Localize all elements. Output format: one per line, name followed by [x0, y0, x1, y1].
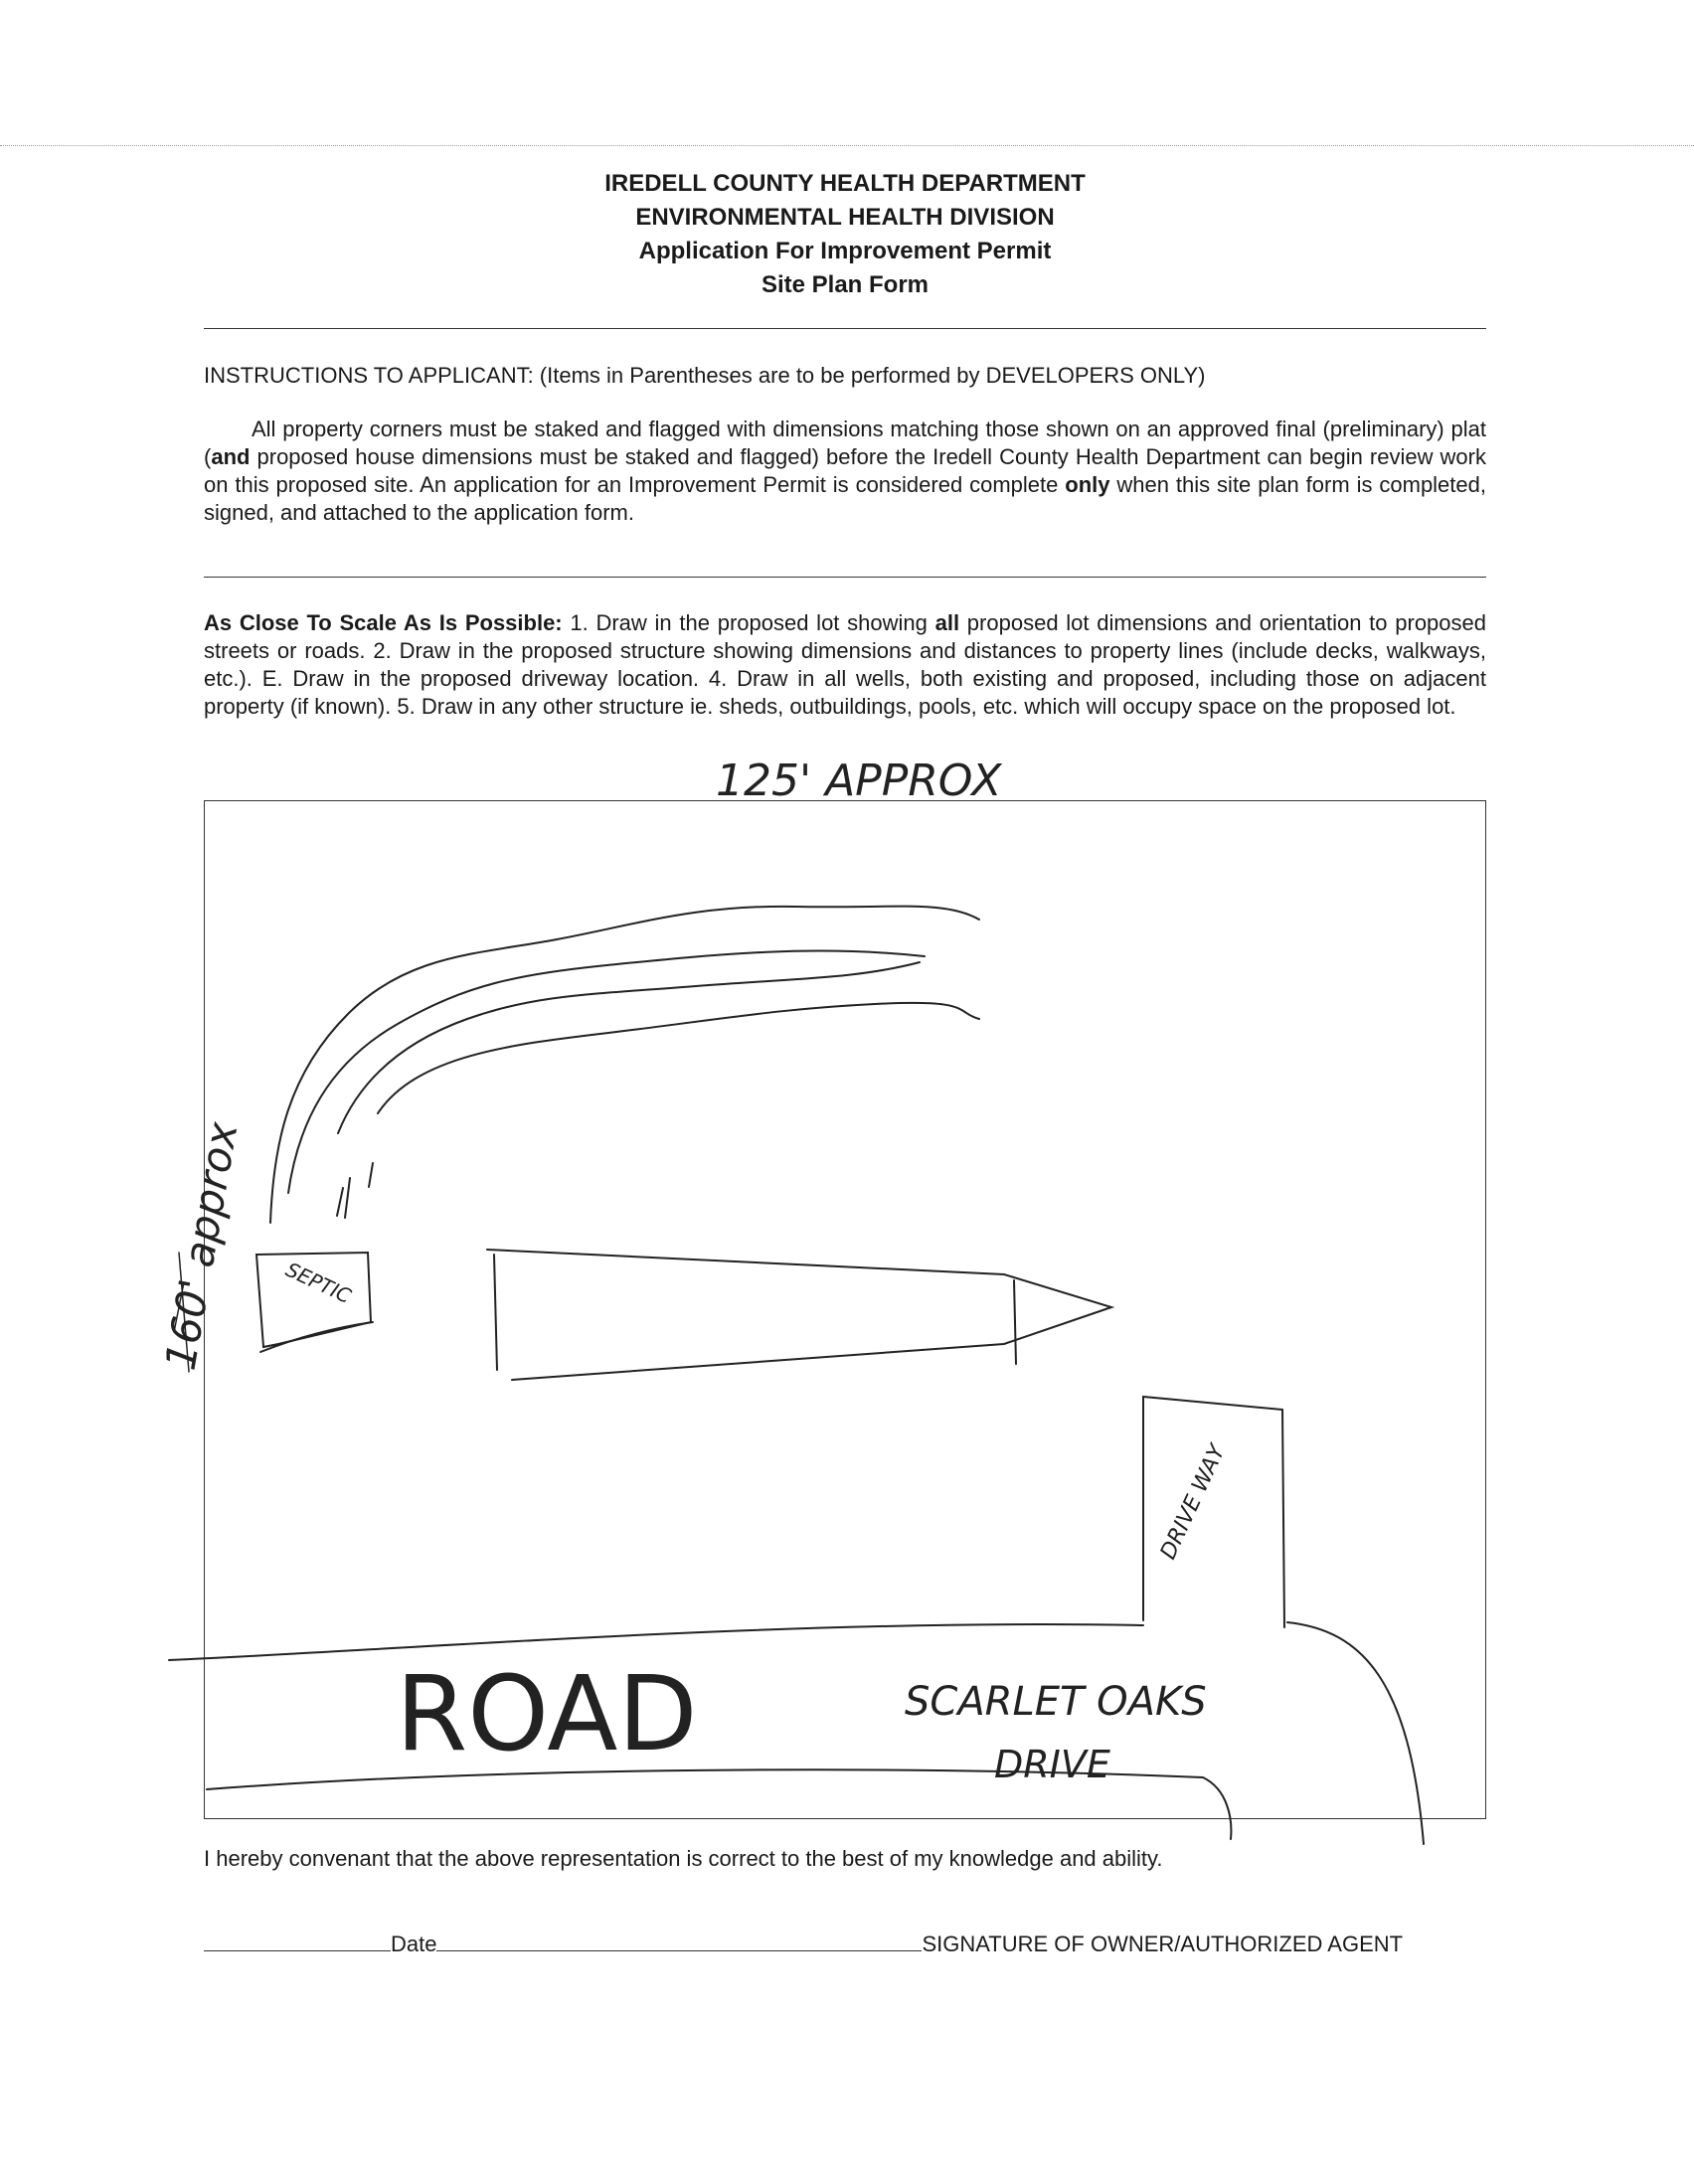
instructions-text-b: proposed house dimensions must be staked and flagged) before the Iredell County Health Department can begin review work on this proposed site. An application for an Improvement Permit is considered complete — [204, 444, 1486, 497]
date-label: Date — [391, 1932, 437, 1956]
covenant-statement: I hereby convenant that the above representation is correct to the best of my knowledge and ability. — [204, 1846, 1163, 1871]
instructions-bold-only: only — [1065, 472, 1110, 497]
signature-label: SIGNATURE OF OWNER/AUTHORIZED AGENT — [922, 1932, 1404, 1956]
application-title: Application For Improvement Permit — [638, 238, 1052, 264]
septic-annotation: SEPTIC — [281, 1257, 356, 1308]
site-plan-drawing-area — [204, 800, 1486, 1819]
department-title: IREDELL COUNTY HEALTH DEPARTMENT — [604, 170, 1086, 197]
driveway-annotation: DRIVE WAY — [1155, 1440, 1231, 1564]
instructions-paragraph — [204, 416, 1486, 527]
instructions-bold-and: and — [211, 444, 251, 469]
division-title: ENVIRONMENTAL HEALTH DIVISION — [635, 204, 1055, 231]
street-name-annotation-1: SCARLET OAKS — [905, 1679, 1207, 1725]
signature-line — [204, 1929, 1486, 1958]
header-divider — [204, 328, 1486, 329]
side-dimension-annotation: 160' approx — [155, 1118, 248, 1374]
form-title: Site Plan Form — [761, 271, 930, 298]
scale-instructions-bold-all: all — [934, 610, 960, 635]
date-field[interactable] — [436, 1929, 922, 1951]
instructions-divider — [204, 577, 1486, 578]
street-name-annotation-2: DRIVE — [994, 1743, 1110, 1786]
blank-before-date — [204, 1929, 391, 1951]
top-dimension-annotation: 125' APPROX — [716, 756, 1002, 806]
form-header — [204, 167, 1486, 302]
road-annotation: ROAD — [396, 1653, 698, 1774]
scan-edge-line — [0, 145, 1694, 146]
scale-instructions-text-2: proposed lot dimensions and orientation to proposed streets or roads. 2. Draw in the proposed structure showing dimensions and distances to property lines (include decks, walkways, etc.). E. Draw in the proposed driveway location. 4. Draw in all wells, both existing and proposed, including those on adjacent property (if known). 5. Draw in any other structure ie. sheds, outbuildings, pools, etc. which will occupy space on the proposed lot. — [204, 610, 1487, 719]
scale-instructions-text-1: 1. Draw in the proposed lot showing — [562, 610, 935, 635]
instructions-text-a: All property corners must be staked and flagged with dimensions matching those shown on an approved final (preliminary) plat ( — [204, 417, 1486, 469]
scale-instructions-paragraph — [204, 609, 1486, 721]
instructions-text-c: when this site plan form is completed, signed, and attached to the application form. — [204, 472, 1486, 525]
scale-instructions-lead: As Close To Scale As Is Possible: — [204, 610, 563, 635]
instructions-heading: INSTRUCTIONS TO APPLICANT: (Items in Parentheses are to be performed by DEVELOPERS ONLY) — [204, 363, 1206, 388]
